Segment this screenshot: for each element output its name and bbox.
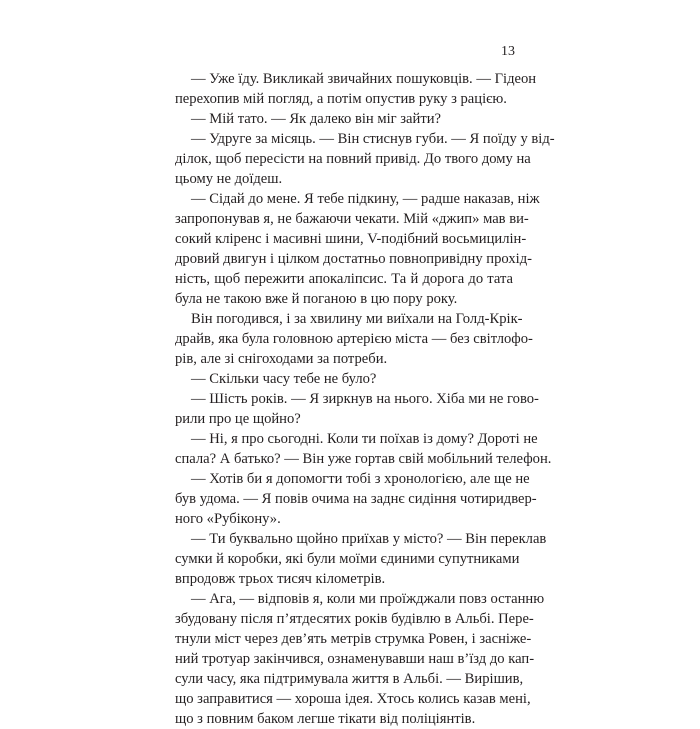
text-line: — Хотів би я допомогти тобі з хронологією, але ще не	[191, 471, 530, 487]
text-line: — Мій тато. — Як далеко він міг зайти?	[191, 111, 442, 127]
text-line: тнули міст через дев’ять метрів струмка Ровен, і засніже-	[175, 631, 532, 647]
text-line: ний тротуар закінчився, ознаменувавши наш в’їзд до кап-	[175, 651, 535, 667]
body-text	[175, 69, 555, 729]
text-line: — Скільки часу тебе не було?	[191, 371, 377, 387]
text-line: була не такою вже й поганою в цю пору року.	[175, 291, 458, 307]
text-line: сули часу, яка підтримувала життя в Альбі. — Вирішив,	[175, 671, 524, 687]
text-line: був удома. — Я повів очима на заднє сидіння чотиридвер-	[175, 491, 537, 507]
text-line: — Ні, я про сьогодні. Коли ти поїхав із дому? Дороті не	[191, 431, 538, 447]
text-line: ділок, щоб пересісти на повний привід. До твого дому на	[175, 151, 531, 167]
text-line: — Сідай до мене. Я тебе підкину, — радше наказав, ніж	[191, 191, 540, 207]
text-line: сумки й коробки, які були моїми єдиними супутниками	[175, 551, 520, 567]
text-line: Він погодився, і за хвилину ми виїхали на Голд-Крік-	[191, 311, 523, 327]
text-line: — Ага, — відповів я, коли ми проїжджали повз останню	[191, 591, 545, 607]
text-line: що заправитися — хороша ідея. Хтось колись казав мені,	[175, 691, 531, 707]
text-line: драйв, яка була головною артерією міста — без світлофо-	[175, 331, 533, 347]
text-line: — Шість років. — Я зиркнув на нього. Хіба ми не гово-	[191, 391, 539, 407]
text-line: ність, щоб пережити апокаліпсис. Та й дорога до тата	[175, 271, 513, 287]
text-line: спала? А батько? — Він уже гортав свій мобільний телефон.	[175, 451, 552, 467]
text-line: збудовану після п’ятдесятих років будівлю в Альбі. Пере-	[175, 611, 534, 627]
text-line: рів, але зі снігоходами за потреби.	[175, 351, 388, 367]
text-line: сокий кліренс і масивні шини, V-подібний восьмицилін-	[175, 231, 527, 247]
text-line: — Удруге за місяць. — Він стиснув губи. — Я поїду у від-	[191, 131, 555, 147]
page-number: 13	[501, 44, 515, 59]
text-line: рили про це щойно?	[175, 411, 301, 427]
text-line: впродовж трьох тисяч кілометрів.	[175, 571, 386, 587]
text-line: — Ти буквально щойно приїхав у місто? — Він переклав	[191, 531, 547, 547]
text-line: ного «Рубікону».	[175, 511, 281, 527]
text-line: перехопив мій погляд, а потім опустив руку з рацією.	[175, 91, 507, 107]
text-line: — Уже їду. Викликай звичайних пошуковців. — Гідеон	[191, 71, 537, 87]
text-line: запропонував я, не бажаючи чекати. Мій «джип» мав ви-	[175, 211, 529, 227]
text-line: дровий двигун і цілком достатньо повнопривідну прохід-	[175, 251, 532, 267]
text-line: цьому не доїдеш.	[175, 171, 283, 187]
text-line: що з повним баком легше тікати від поліціянтів.	[175, 711, 476, 727]
